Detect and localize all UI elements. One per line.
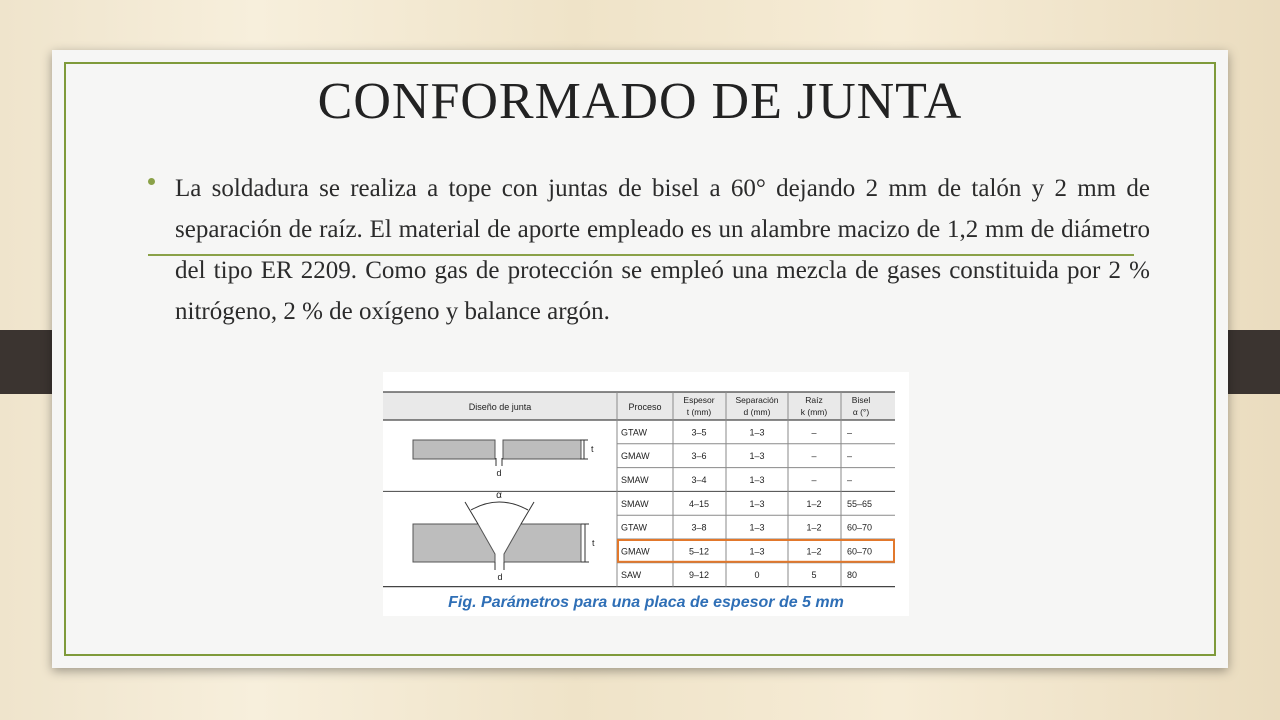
plate-left: [413, 440, 495, 459]
slide-title: CONFORMADO DE JUNTA: [317, 73, 963, 130]
header-proceso: Proceso: [628, 402, 662, 412]
cell-raiz: 5: [811, 570, 817, 581]
cell-bisel: 60–70: [847, 522, 873, 533]
alpha-arc: [471, 502, 528, 510]
cell-proceso: GMAW: [621, 546, 650, 557]
joint-table: [383, 372, 909, 590]
cell-proceso: SMAW: [621, 498, 649, 509]
cell-proceso: SAW: [621, 570, 642, 581]
cell-bisel: 55–65: [847, 498, 873, 509]
cell-separacion: 1–3: [749, 498, 765, 509]
cell-proceso: SMAW: [621, 475, 649, 485]
slide: [52, 50, 1228, 668]
cell-separacion: 1–3: [749, 522, 765, 533]
cell-proceso: GTAW: [621, 522, 647, 533]
header-line1: Bisel: [851, 395, 871, 405]
figure-caption: Fig. Parámetros para una placa de espesor de 5 mm: [448, 594, 844, 611]
header-line2: k (mm): [800, 407, 828, 417]
header-line2: t (mm): [686, 407, 712, 417]
cell-espesor: 9–12: [688, 570, 710, 581]
cell-espesor: 4–15: [688, 498, 710, 509]
cell-espesor: 3–4: [691, 475, 707, 485]
cell-bisel: 80: [847, 570, 858, 581]
cell-espesor: 3–5: [691, 427, 707, 438]
cell-separacion: 1–3: [749, 546, 765, 557]
cell-proceso: GTAW: [621, 427, 647, 438]
cell-espesor: 5–12: [688, 546, 710, 557]
header-line2: α (°): [852, 407, 870, 417]
label-d: d: [496, 468, 502, 478]
label-alpha: α: [496, 490, 502, 501]
header-line1: Espesor: [683, 395, 715, 405]
cell-raiz: 1–2: [806, 546, 822, 557]
cell-raiz: –: [811, 475, 817, 485]
cell-raiz: –: [811, 451, 817, 462]
header-line1: Separación: [735, 395, 779, 405]
cell-separacion: 1–3: [749, 451, 765, 462]
label-t: t: [592, 538, 595, 548]
label-d: d: [497, 572, 503, 582]
cell-raiz: 1–2: [806, 498, 822, 509]
bevel-line-left: [465, 502, 478, 524]
cell-bisel: –: [847, 427, 853, 438]
header-line2: d (mm): [743, 407, 771, 417]
cell-separacion: 0: [754, 570, 760, 581]
bevel-line-right: [521, 502, 534, 524]
cell-raiz: –: [811, 427, 817, 438]
plate-right: [503, 440, 581, 459]
cell-separacion: 1–3: [749, 475, 765, 485]
cell-separacion: 1–3: [749, 427, 765, 438]
bullet-icon: [148, 178, 155, 185]
v-plate-right: [504, 524, 581, 562]
cell-bisel: 60–70: [847, 546, 873, 557]
cell-bisel: –: [847, 475, 853, 485]
cell-proceso: GMAW: [621, 451, 650, 462]
header-line1: Raíz: [805, 395, 823, 405]
bullet-text: La soldadura se realiza a tope con juntas de bisel a 60° dejando 2 mm de talón y 2 mm de separación de raíz. El material de aporte empleado es un alambre macizo de 1,2 mm de diámetro del tipo ER 2209. Como gas de protección se empleó una mezcla de gases constituida por 2 % nitrógeno, 2 % de oxígeno y balance argón.: [175, 175, 1150, 325]
header-diseno: Diseño de junta: [468, 402, 532, 412]
joint-parameters-figure: [383, 372, 909, 616]
cell-raiz: 1–2: [806, 522, 822, 533]
cell-bisel: –: [847, 451, 853, 462]
label-t: t: [591, 444, 594, 454]
cell-espesor: 3–6: [691, 451, 707, 462]
cell-espesor: 3–8: [691, 522, 707, 533]
v-plate-left: [413, 524, 495, 562]
